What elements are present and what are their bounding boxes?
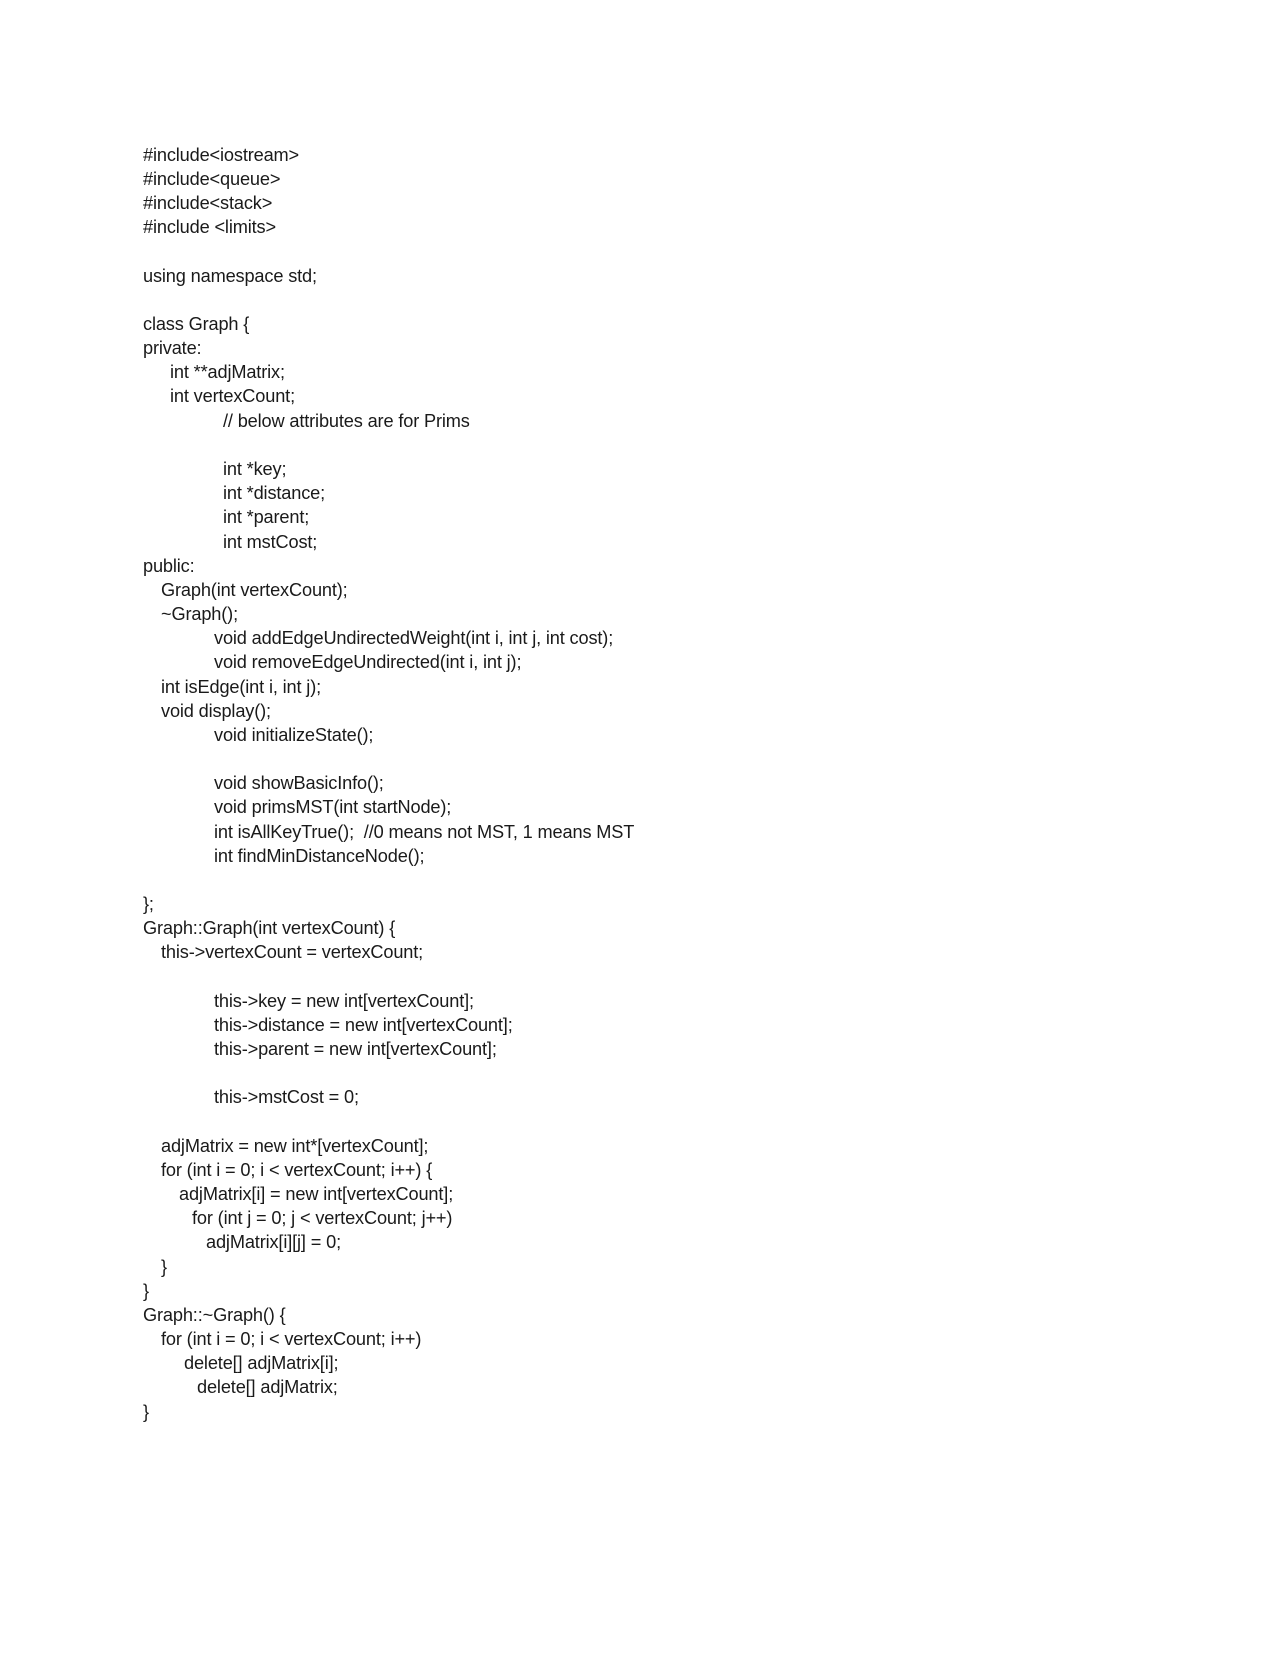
code-line: delete[] adjMatrix[i]; <box>184 1353 339 1373</box>
code-line: int isEdge(int i, int j); <box>161 677 321 697</box>
code-line: void removeEdgeUndirected(int i, int j); <box>214 652 522 672</box>
code-line: // below attributes are for Prims <box>223 411 470 431</box>
code-line: void addEdgeUndirectedWeight(int i, int j, int cost); <box>214 628 614 648</box>
code-line: int *key; <box>223 459 287 479</box>
code-line: #include<iostream> <box>143 145 300 165</box>
code-line: Graph(int vertexCount); <box>161 580 348 600</box>
code-line: int **adjMatrix; <box>170 362 285 382</box>
code-line: for (int i = 0; i < vertexCount; i++) { <box>161 1160 433 1180</box>
code-line: for (int j = 0; j < vertexCount; j++) <box>192 1208 453 1228</box>
code-line: adjMatrix[i] = new int[vertexCount]; <box>179 1184 454 1204</box>
code-line: int *parent; <box>223 507 310 527</box>
code-line: this->parent = new int[vertexCount]; <box>214 1039 497 1059</box>
code-line: adjMatrix = new int*[vertexCount]; <box>161 1136 429 1156</box>
code-line: private: <box>143 338 202 358</box>
code-line: #include<stack> <box>143 193 273 213</box>
code-line: using namespace std; <box>143 266 317 286</box>
code-line: int isAllKeyTrue(); //0 means not MST, 1 means MST <box>214 822 635 842</box>
code-line: adjMatrix[i][j] = 0; <box>206 1232 341 1252</box>
code-line: } <box>143 1402 149 1422</box>
code-line: Graph::~Graph() { <box>143 1305 286 1325</box>
code-line: }; <box>143 894 154 914</box>
code-line: int *distance; <box>223 483 326 503</box>
code-line: public: <box>143 556 195 576</box>
code-line: #include <limits> <box>143 217 276 237</box>
code-line: this->vertexCount = vertexCount; <box>161 942 424 962</box>
code-line: ~Graph(); <box>161 604 238 624</box>
code-line: int findMinDistanceNode(); <box>214 846 425 866</box>
code-line: this->mstCost = 0; <box>214 1087 359 1107</box>
code-line: int vertexCount; <box>170 386 295 406</box>
code-line: } <box>161 1257 167 1277</box>
code-line: this->key = new int[vertexCount]; <box>214 991 474 1011</box>
code-line: delete[] adjMatrix; <box>197 1377 338 1397</box>
code-line: class Graph { <box>143 314 250 334</box>
code-line: #include<queue> <box>143 169 281 189</box>
code-line: Graph::Graph(int vertexCount) { <box>143 918 396 938</box>
code-line: void showBasicInfo(); <box>214 773 384 793</box>
code-line: void primsMST(int startNode); <box>214 797 452 817</box>
code-line: void initializeState(); <box>214 725 374 745</box>
code-line: this->distance = new int[vertexCount]; <box>214 1015 513 1035</box>
code-line: for (int i = 0; i < vertexCount; i++) <box>161 1329 422 1349</box>
code-line: int mstCost; <box>223 532 318 552</box>
code-line: void display(); <box>161 701 271 721</box>
code-line: } <box>143 1281 149 1301</box>
